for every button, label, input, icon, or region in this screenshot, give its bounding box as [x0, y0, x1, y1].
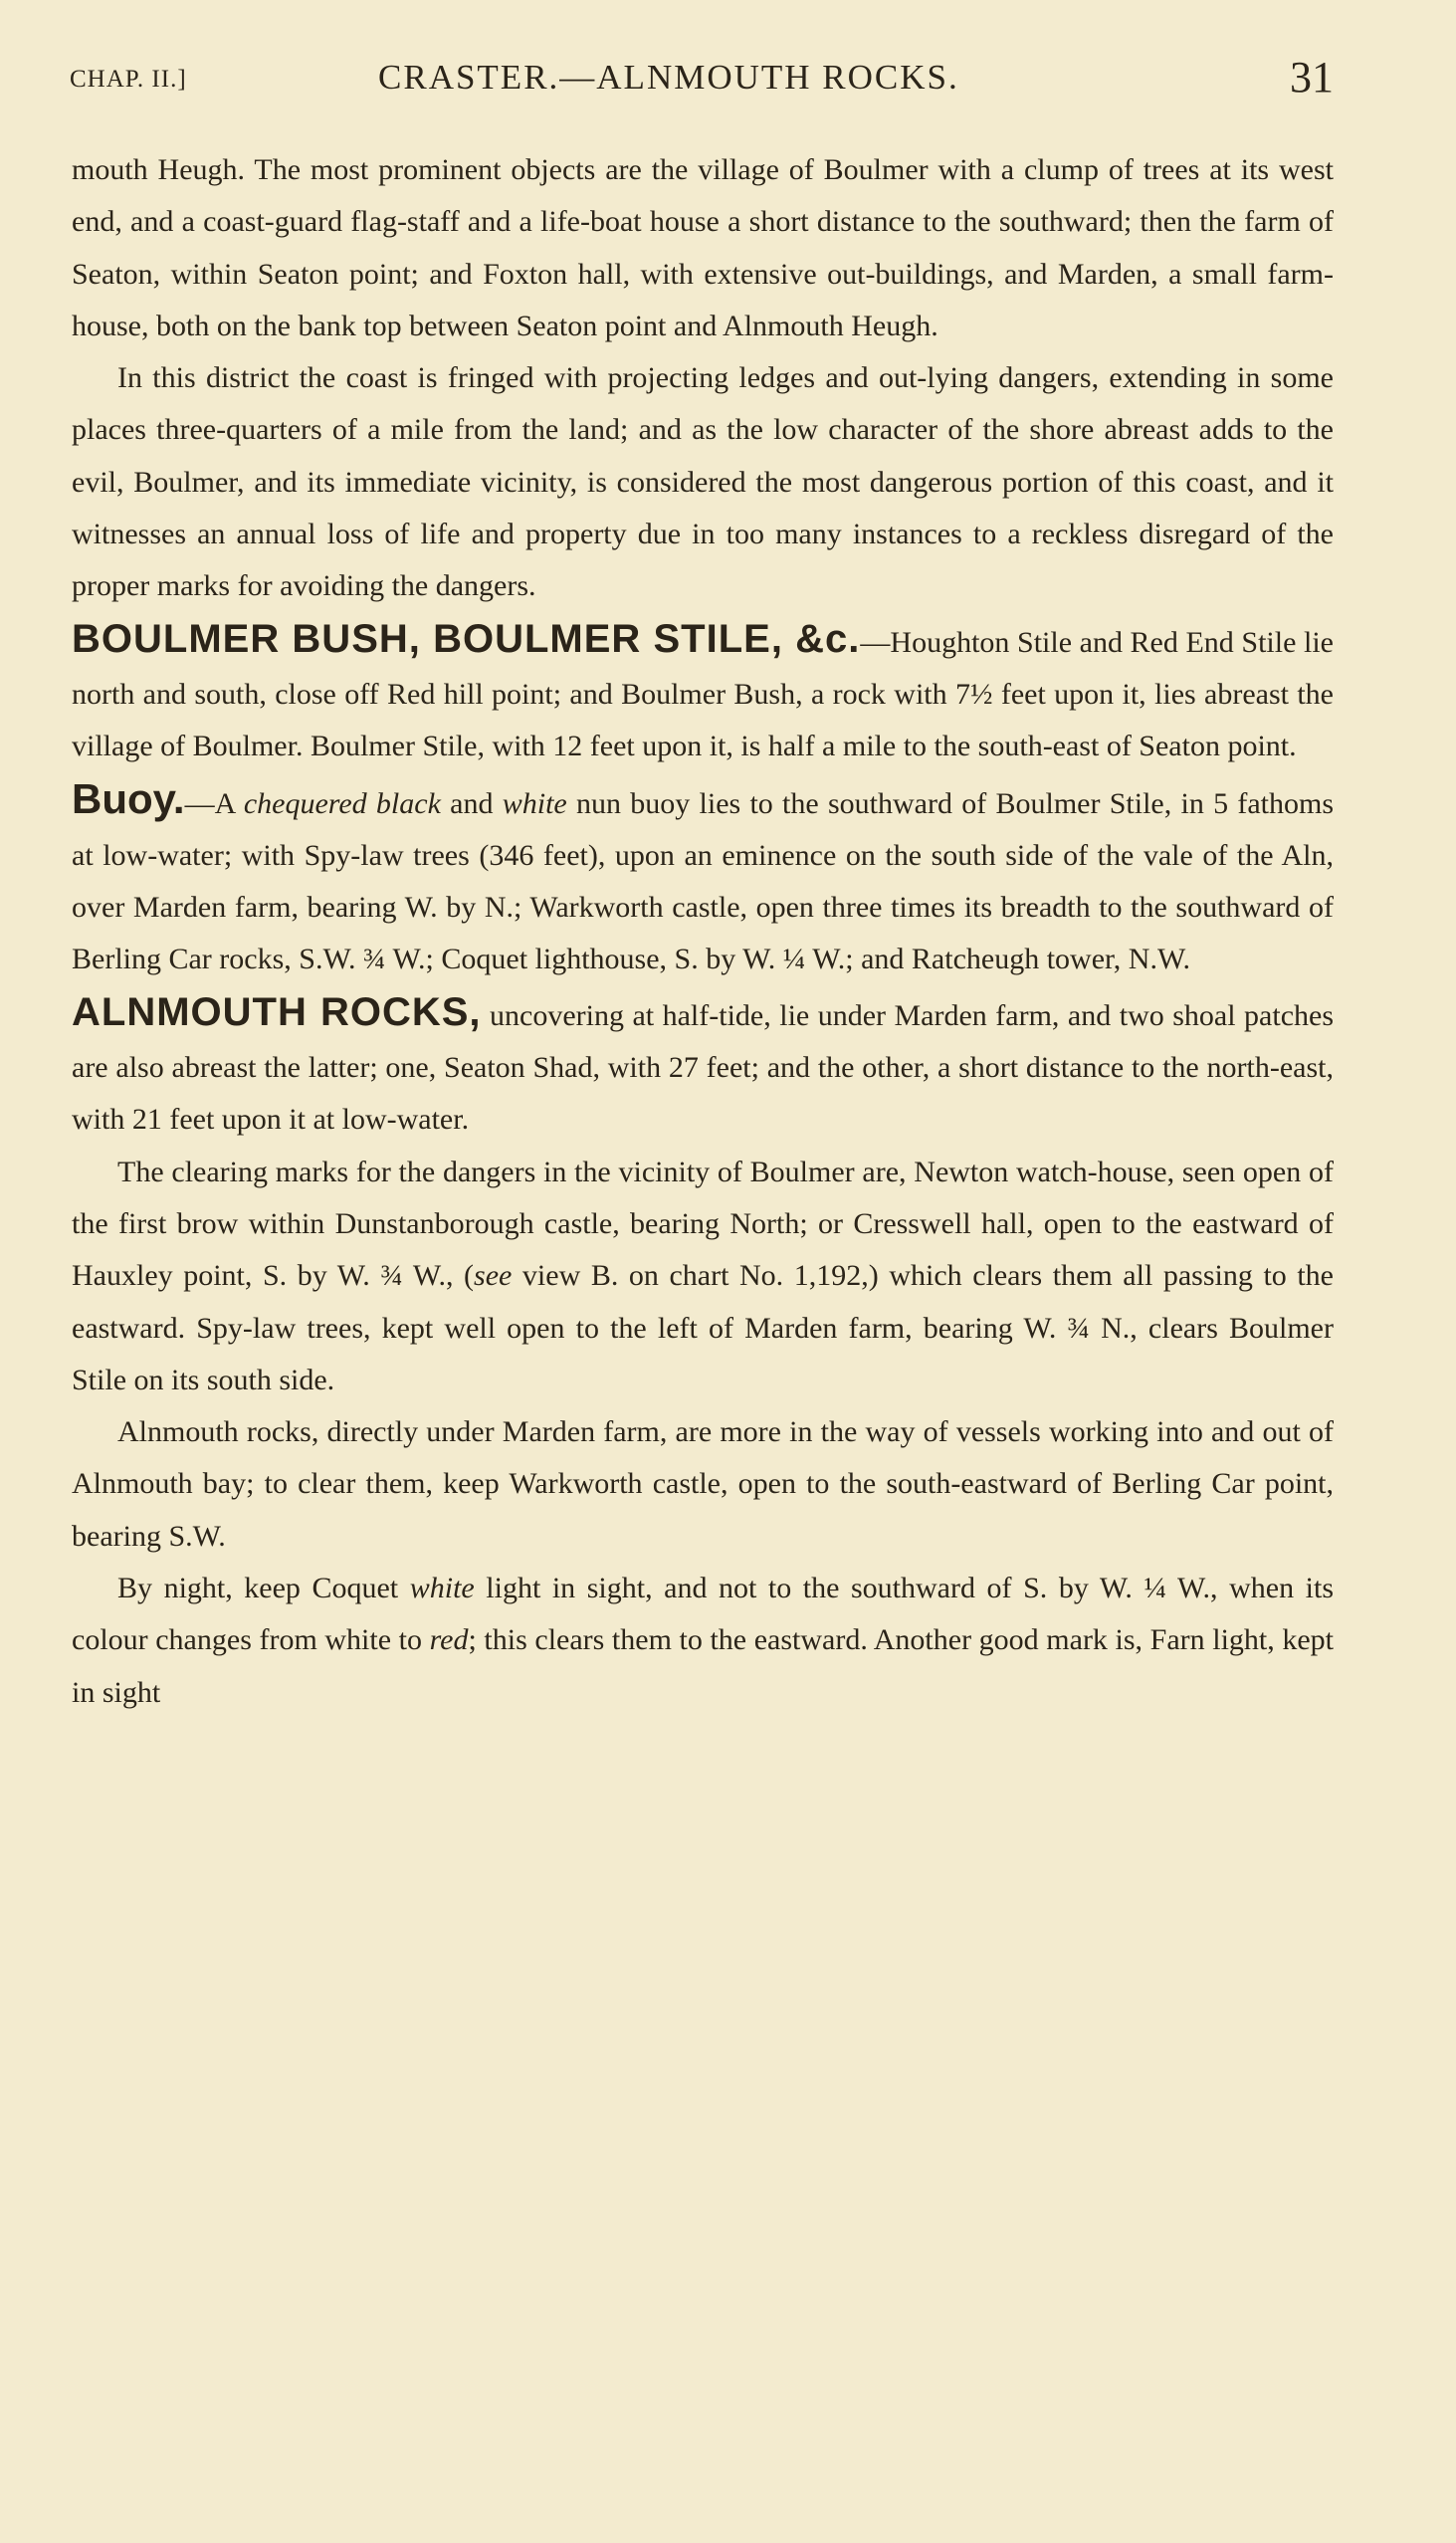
paragraph-clearing-marks	[72, 1147, 1334, 1406]
buoy-text-a: —A	[184, 786, 244, 820]
section-heading-boulmer: BOULMER BUSH, BOULMER STILE, &c.	[72, 616, 861, 661]
buoy-em-b: white	[502, 786, 567, 820]
clearing-text-b: view B. on chart No. 1,192,) which clears them all passing to the eastward. Spy-law trees, kept well open to the left of Marden farm, bearing W. ¾ N., clears Boulmer Stile on its south side.	[72, 1259, 1334, 1396]
buoy-text-b: and	[440, 786, 503, 820]
running-header	[70, 52, 1334, 111]
night-text-a: By night, keep Coquet	[117, 1572, 410, 1605]
page-number: 31	[1290, 53, 1334, 102]
night-text-b: light in sight, and not to the southward of S. by W. ¼ W., when its colour changes from white to	[72, 1572, 1334, 1657]
section-text-boulmer: —Houghton Stile and Red End Stile lie north and south, close off Red hill point; and Boulmer Bush, a rock with 7½ feet upon it, lies abreast the village of Boulmer. Boulmer Stile, with 12 feet upon it, is half a mile to the south-east of Seaton point.	[72, 625, 1334, 763]
paragraph-boulmer-bush	[72, 613, 1334, 773]
section-heading-alnmouth: ALNMOUTH ROCKS,	[72, 989, 482, 1034]
paragraph-continuation: mouth Heugh. The most prominent objects are the village of Boulmer with a clump of trees at its west end, and a coast-guard flag-staff and a life-boat house a short distance to the southward; then the farm of Seaton, within Seaton point; and Foxton hall, with extensive out-buildings, and Marden, a small farm-house, both on the bank top between Seaton point and Alnmouth Heugh.	[72, 153, 1334, 342]
paragraph-buoy	[72, 773, 1334, 986]
night-em-a: white	[409, 1572, 475, 1605]
clearing-em: see	[474, 1259, 513, 1293]
paragraph-district: In this district the coast is fringed with projecting ledges and out-lying dangers, extending in some places three-quarters of a mile from the land; and as the low character of the shore abreast adds to the evil, Boulmer, and its immediate vicinity, is considered the most dangerous portion of this coast, and it witnesses an annual loss of life and property due in too many instances to a reckless disregard of the proper marks for avoiding the dangers.	[72, 361, 1334, 603]
clearing-text-a: The clearing marks for the dangers in the vicinity of Boulmer are, Newton watch-house, seen open of the first brow within Dunstanborough castle, bearing North; or Cresswell hall, open to the eastward of Hauxley point, S. by W. ¾ W., (	[72, 1155, 1334, 1293]
running-title: CRASTER.—ALNMOUTH ROCKS.	[378, 58, 959, 97]
buoy-text-c: nun buoy lies to the southward of Boulmer Stile, in 5 fathoms at low-water; with Spy-law trees (346 feet), upon an eminence on the south side of the vale of the Aln, over Marden farm, bearing W. by N.; Warkworth castle, open three times its breadth to the southward of Berling Car rocks, S.W. ¾ W.; Coquet lighthouse, S. by W. ¼ W.; and Ratcheugh tower, N.W.	[72, 786, 1334, 976]
night-em-b: red	[429, 1623, 469, 1657]
page-body	[72, 144, 1334, 1719]
section-text-alnmouth: uncovering at half-tide, lie under Marden farm, and two shoal patches are also abreast the latter; one, Seaton Shad, with 27 feet; and the other, a short distance to the north-east, with 21 feet upon it at low-water.	[72, 998, 1334, 1137]
paragraph-alnmouth-rocks	[72, 986, 1334, 1147]
chapter-label: CHAP. II.]	[70, 66, 187, 93]
section-heading-buoy: Buoy.	[72, 774, 185, 822]
paragraph-alnmouth-vessels: Alnmouth rocks, directly under Marden farm, are more in the way of vessels working into and out of Alnmouth bay; to clear them, keep Warkworth castle, open to the south-eastward of Berling Car point, bearing S.W.	[72, 1415, 1334, 1553]
night-text-c: ; this clears them to the eastward. Another good mark is, Farn light, kept in sight	[72, 1623, 1335, 1709]
paragraph-by-night	[72, 1563, 1334, 1719]
buoy-em-a: chequered black	[243, 786, 441, 820]
